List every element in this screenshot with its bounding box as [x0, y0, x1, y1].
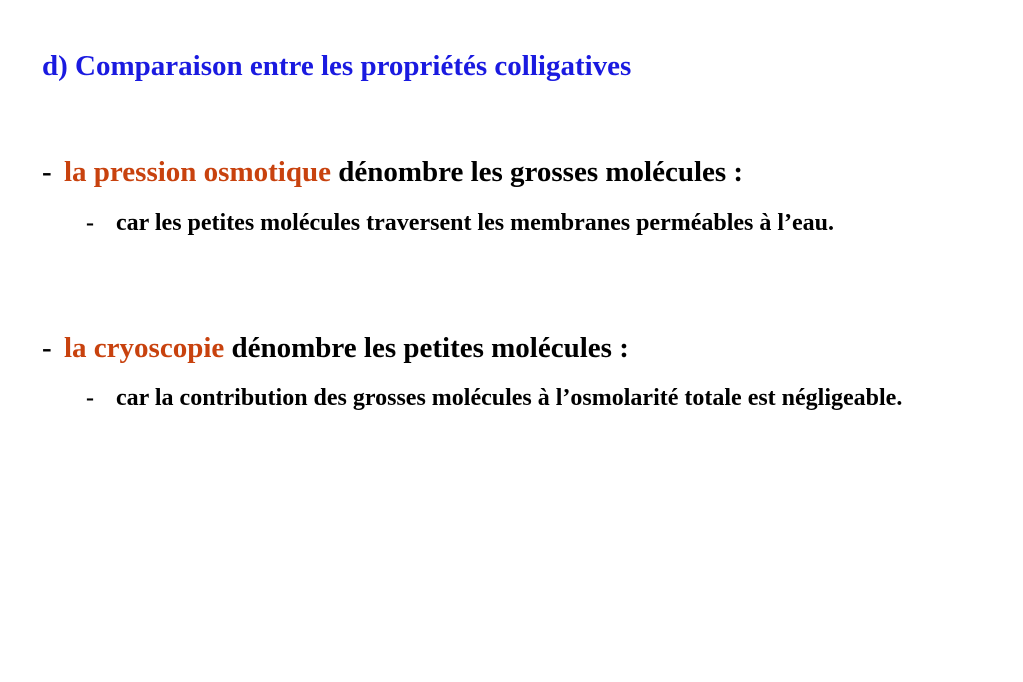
- sub-bullet-dash: -: [86, 210, 94, 236]
- sub-bullet-text: car les petites molécules traversent les membranes perméables à l’eau.: [116, 210, 835, 236]
- sub-bullet-osmotic-pressure: [86, 205, 966, 241]
- bullet-cryoscopy: [42, 332, 629, 365]
- slide-title: d) Comparaison entre les propriétés colligatives: [42, 50, 632, 82]
- bullet-highlight: la cryoscopie: [64, 332, 225, 364]
- sub-bullet-dash: -: [86, 385, 94, 411]
- sub-bullet-cryoscopy: [86, 380, 966, 416]
- bullet-dash: -: [42, 156, 52, 188]
- bullet-highlight: la pression osmotique: [64, 156, 331, 188]
- bullet-text: dénombre les petites molécules :: [224, 332, 629, 364]
- sub-bullet-text: car la contribution des grosses molécules à l’osmolarité totale est négligeable.: [116, 385, 903, 411]
- bullet-osmotic-pressure: [42, 156, 743, 189]
- bullet-dash: -: [42, 332, 52, 364]
- bullet-text: dénombre les grosses molécules :: [330, 156, 744, 188]
